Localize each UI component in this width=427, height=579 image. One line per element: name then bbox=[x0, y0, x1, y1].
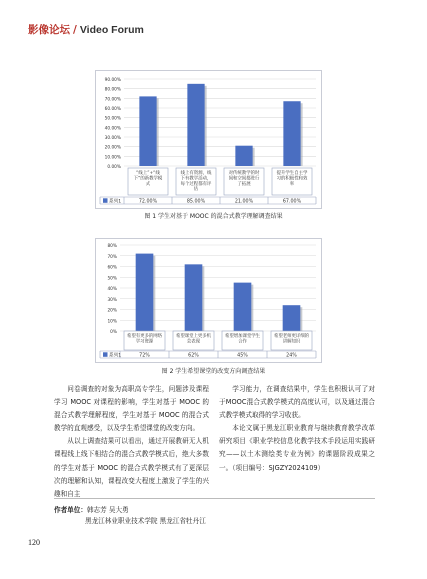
x-tick-label: “线上”+“线 bbox=[136, 171, 160, 176]
y-tick-label: 20% bbox=[107, 308, 117, 314]
x-tick-label: 讲解知识 bbox=[282, 339, 301, 345]
x-tick-label: 希望有更多的网络 bbox=[126, 334, 163, 339]
y-tick-label: 40% bbox=[107, 287, 117, 292]
y-tick-label: 60% bbox=[107, 265, 117, 271]
data-label: 72% bbox=[139, 353, 150, 359]
author-affiliation: 黑龙江林业职业技术学院 黑龙江省牡丹江 bbox=[85, 517, 206, 525]
legend-swatch bbox=[103, 198, 108, 203]
x-tick-label: 提升学生自主学 bbox=[276, 171, 308, 176]
bar bbox=[136, 254, 154, 331]
x-tick-label: 对传统教学的时 bbox=[228, 171, 260, 176]
legend-swatch bbox=[103, 352, 108, 357]
y-tick-label: 70% bbox=[107, 254, 117, 260]
author-info bbox=[54, 505, 206, 527]
section-title-en: Video Forum bbox=[79, 24, 144, 36]
bar bbox=[187, 84, 204, 166]
journal-header bbox=[28, 22, 144, 37]
y-tick-label: 30.00% bbox=[104, 136, 121, 141]
y-tick-label: 80.00% bbox=[104, 87, 121, 93]
data-label: 21.00% bbox=[234, 199, 254, 205]
x-tick-label: 希望老师更详细的 bbox=[273, 334, 310, 339]
x-tick-label: 估 bbox=[193, 187, 199, 193]
bar bbox=[283, 101, 300, 166]
bar bbox=[234, 283, 252, 331]
bar-group bbox=[136, 254, 156, 331]
paragraph: 本论文属于黑龙江职业教育与继续教育教学改革研究项目《职业学校信息化教学技术手段运用实践研究——以土木测绘类专业为例》的课题阶段成果之一。（项目编号：SJGZY2024109） bbox=[219, 424, 375, 472]
legend-label: 系列1 bbox=[109, 199, 122, 205]
y-tick-label: 0% bbox=[110, 330, 117, 335]
y-tick-label: 0.00% bbox=[107, 165, 121, 170]
x-tick-label: 下有教学活动， bbox=[180, 176, 212, 182]
figure-2-chart bbox=[95, 238, 322, 363]
paragraph: 问卷调查的对象为高职高专学生，问题涉及课程学习 MOOC 对课程的影响，学生对基于 MOOC 的混合式教学理解程度，学生对基于 MOOC 的混合式教学的直观感受，以及学生希望课堂的改变方向。 bbox=[54, 385, 209, 433]
section-title-cn: 影像论坛 bbox=[28, 24, 70, 36]
data-label: 85.00% bbox=[186, 199, 206, 205]
bar-group bbox=[283, 305, 303, 331]
x-tick-label: 间和空间都进行 bbox=[228, 176, 260, 182]
data-label: 67.00% bbox=[282, 199, 302, 205]
y-tick-label: 30% bbox=[107, 297, 117, 303]
data-label: 72.00% bbox=[138, 199, 158, 205]
author-names: 韩志芳 吴大勇 bbox=[86, 506, 129, 514]
y-tick-label: 70.00% bbox=[104, 97, 121, 103]
author-label: 作者单位： bbox=[54, 506, 87, 514]
y-tick-label: 60.00% bbox=[104, 107, 121, 112]
data-label: 62% bbox=[188, 353, 199, 359]
bar-group bbox=[185, 264, 205, 331]
header-separator: / bbox=[73, 24, 77, 36]
y-tick-label: 10.00% bbox=[104, 155, 121, 161]
y-tick-label: 20.00% bbox=[104, 145, 121, 151]
data-label: 45% bbox=[237, 353, 248, 359]
bar bbox=[283, 305, 301, 331]
bar-group bbox=[234, 283, 254, 331]
figure-2-caption: 图 2 学生希望课堂的改变方向调查结果 bbox=[161, 368, 266, 375]
y-tick-label: 40.00% bbox=[104, 126, 121, 132]
bar-group bbox=[187, 84, 206, 166]
x-tick-label: 希望增加课堂学生 bbox=[224, 334, 261, 339]
x-tick-label: 式 bbox=[145, 181, 151, 187]
y-tick-label: 90.00% bbox=[104, 78, 121, 83]
figure-1-chart bbox=[95, 70, 322, 209]
x-tick-label: 学习资源 bbox=[135, 339, 154, 345]
bar bbox=[185, 264, 203, 331]
data-label: 24% bbox=[286, 353, 297, 359]
x-tick-label: 率 bbox=[289, 181, 295, 187]
y-tick-label: 10% bbox=[107, 319, 117, 325]
bar bbox=[235, 146, 252, 166]
x-tick-label: 下”的新教学模 bbox=[133, 176, 163, 182]
figure-1-svg bbox=[96, 71, 321, 208]
paragraph: 学习能力，在调查结果中，学生也积极认可了对于MOOC混合式教学模式的高度认可，以及通过混合式教学模式取得的学习收获。 bbox=[219, 385, 375, 420]
legend-label: 系列1 bbox=[109, 353, 122, 359]
bar-group bbox=[235, 146, 254, 166]
body-column-right bbox=[219, 383, 375, 475]
x-tick-label: 习的积极性和效 bbox=[276, 176, 308, 182]
y-tick-label: 50% bbox=[107, 276, 117, 282]
page-number: 120 bbox=[28, 538, 40, 547]
body-column-left bbox=[54, 383, 209, 501]
figure-1-caption: 图 1 学生对基于 MOOC 的混合式教学理解调查结果 bbox=[144, 213, 283, 220]
figure-2-svg bbox=[96, 239, 321, 362]
bar bbox=[139, 96, 156, 166]
bar-group bbox=[139, 96, 158, 166]
y-tick-label: 50.00% bbox=[104, 116, 121, 122]
x-tick-label: 合作 bbox=[238, 339, 247, 345]
bar-group bbox=[283, 101, 302, 166]
x-tick-label: 了拓展 bbox=[237, 181, 251, 187]
paragraph: 从以上调查结果可以看出，通过开展教研无人机课程线上线下相结合的混合式教学模式后，绝大多数的学生对基于 MOOC 的混合式教学模式有了更深层次的理解和认知，课程改变大程度上激发了学生的兴趣和自主 bbox=[54, 437, 209, 498]
y-tick-label: 80% bbox=[107, 244, 117, 249]
divider bbox=[54, 498, 375, 499]
x-tick-label: 会表现 bbox=[186, 339, 201, 345]
x-tick-label: 线上有资源，线 bbox=[180, 171, 212, 176]
x-tick-label: 每个过程都有评 bbox=[180, 181, 212, 187]
x-tick-label: 希望课堂上更多机 bbox=[175, 334, 212, 339]
